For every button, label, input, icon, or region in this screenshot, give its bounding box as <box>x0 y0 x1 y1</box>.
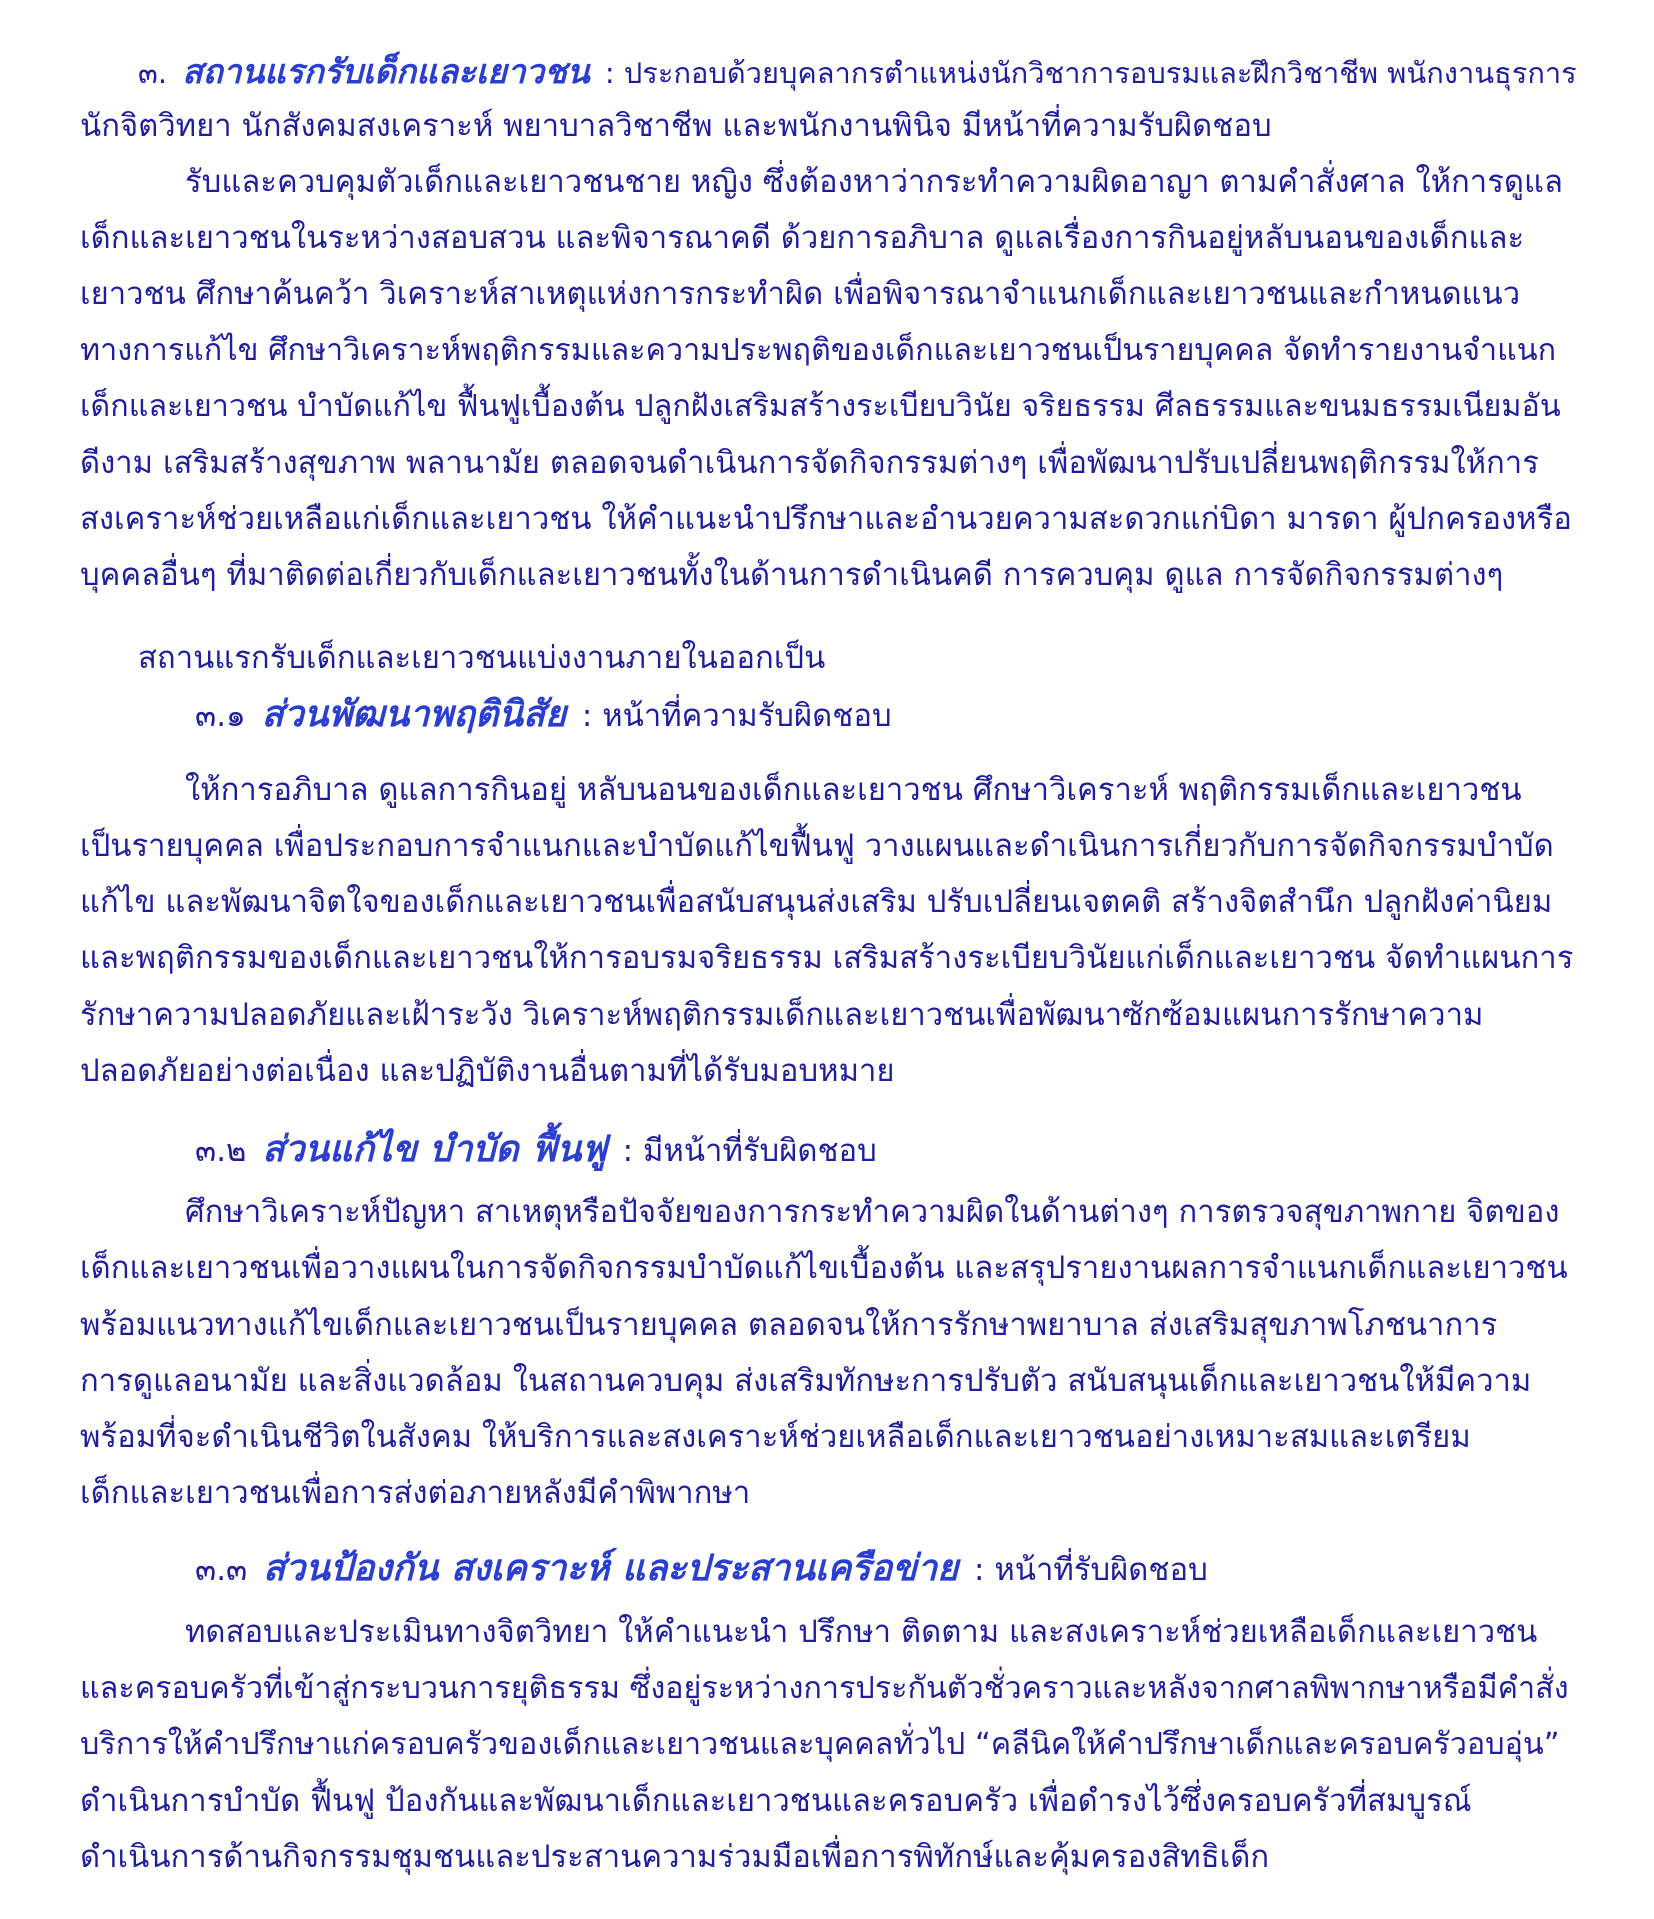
paragraph-line: แก้ไข และพัฒนาจิตใจของเด็กและเยาวชนเพื่อสนับสนุนส่งเสริม ปรับเปลี่ยนเจตคติ สร้างจิตสำนึก ปลูกฝังค่านิยม <box>80 884 1553 920</box>
paragraph-line: เด็กและเยาวชนเพื่อวางแผนในการจัดกิจกรรมบำบัดแก้ไขเบื้องต้น และสรุปรายงานผลการจำแนกเด็กและเยาวชน <box>80 1250 1568 1286</box>
division-intro: สถานแรกรับเด็กและเยาวชนแบ่งงานภายในออกเป็น <box>138 640 826 676</box>
subsection-title: ส่วนแก้ไข บำบัด ฟื้นฟู <box>262 1128 607 1170</box>
subsection-3-1-heading <box>195 692 892 738</box>
paragraph-line: เด็กและเยาวชนในระหว่างสอบสวน และพิจารณาคดี ด้วยการอภิบาล ดูแลเรื่องการกินอยู่หลับนอนของเด็กและ <box>80 220 1525 256</box>
subsection-title: ส่วนพัฒนาพฤตินิสัย <box>261 693 567 735</box>
paragraph-line: ดำเนินการบำบัด ฟื้นฟู ป้องกันและพัฒนาเด็กและเยาวชนและครอบครัว เพื่อดำรงไว้ซึ่งครอบครัวที่สมบูรณ์ <box>80 1783 1472 1819</box>
paragraph-line: เป็นรายบุคคล เพื่อประกอบการจำแนกและบำบัดแก้ไขฟื้นฟู วางแผนและดำเนินการเกี่ยวกับการจัดกิจกรรมบำบัด <box>80 828 1554 864</box>
subsection-3-2-heading <box>195 1127 877 1173</box>
subsection-duty-label: : มีหน้าที่รับผิดชอบ <box>622 1133 877 1169</box>
paragraph-line: ดำเนินการด้านกิจกรรมชุมชนและประสานความร่วมมือเพื่อการพิทักษ์และคุ้มครองสิทธิเด็ก <box>80 1839 1270 1875</box>
paragraph-line: เด็กและเยาวชน บำบัดแก้ไข ฟื้นฟูเบื้องต้น ปลูกฝังเสริมสร้างระเบียบวินัย จริยธรรม ศีลธรรมและขนมธรรมเนียมอัน <box>80 389 1561 424</box>
subsection-number: ๓.๒ <box>195 1133 247 1169</box>
paragraph-line: เด็กและเยาวชนเพื่อการส่งต่อภายหลังมีคำพิพากษา <box>80 1475 751 1511</box>
section-3-heading <box>138 50 1577 95</box>
paragraph-line: บริการให้คำปรึกษาแก่ครอบครัวของเด็กและเยาวชนและบุคคลทั่วไป “คลีนิคให้คำปรึกษาเด็กและครอบครัวอบอุ่น” <box>80 1727 1560 1762</box>
paragraph-line: พร้อมที่จะดำเนินชีวิตในสังคม ให้บริการและสงเคราะห์ช่วยเหลือเด็กและเยาวชนอย่างเหมาะสมและเตรียม <box>80 1419 1471 1455</box>
subsection-3-3-heading <box>195 1546 1208 1592</box>
paragraph-line: ศึกษาวิเคราะห์ปัญหา สาเหตุหรือปัจจัยของการกระทำความผิดในด้านต่างๆ การตรวจสุขภาพกาย จิตของ <box>185 1194 1560 1230</box>
paragraph-line: ทางการแก้ไข ศึกษาวิเคราะห์พฤติกรรมและความประพฤติของเด็กและเยาวชนเป็นรายบุคคล จัดทำรายงานจำแนก <box>80 333 1557 368</box>
subsection-number: ๓.๓ <box>195 1552 248 1588</box>
paragraph-line: ปลอดภัยอย่างต่อเนื่อง และปฏิบัติงานอื่นตามที่ได้รับมอบหมาย <box>80 1053 895 1089</box>
paragraph-line: และพฤติกรรมของเด็กและเยาวชนให้การอบรมจริยธรรม เสริมสร้างระเบียบวินัยแก่เด็กและเยาวชน จัดทำแผนการ <box>80 940 1574 976</box>
subsection-number: ๓.๑ <box>195 698 246 734</box>
paragraph-line: ดีงาม เสริมสร้างสุขภาพ พลานามัย ตลอดจนดำเนินการจัดกิจกรรมต่างๆ เพื่อพัฒนาปรับเปลี่ยนพฤติกรรมให้การ <box>80 445 1539 481</box>
paragraph-line: สงเคราะห์ช่วยเหลือแก่เด็กและเยาวชน ให้คำแนะนำปรึกษาและอำนวยความสะดวกแก่บิดา มารดา ผู้ปกครองหรือ <box>80 501 1572 537</box>
section-number: ๓. <box>138 56 168 90</box>
paragraph-line: บุคคลอื่นๆ ที่มาติดต่อเกี่ยวกับเด็กและเยาวชนทั้งในด้านการดำเนินคดี การควบคุม ดูแล การจัดกิจกรรมต่างๆ <box>80 557 1504 593</box>
paragraph-line: ทดสอบและประเมินทางจิตวิทยา ให้คำแนะนำ ปรึกษา ติดตาม และสงเคราะห์ช่วยเหลือเด็กและเยาวชน <box>185 1614 1538 1650</box>
paragraph-line: และครอบครัวที่เข้าสู่กระบวนการยุติธรรม ซึ่งอยู่ระหว่างการประกันตัวชั่วคราวและหลังจากศาลพิพากษาหรือมีคำสั่ง <box>80 1671 1569 1706</box>
paragraph-line: ให้การอภิบาล ดูแลการกินอยู่ หลับนอนของเด็กและเยาวชน ศึกษาวิเคราะห์ พฤติกรรมเด็กและเยาวชน <box>185 772 1522 808</box>
subsection-title: ส่วนป้องกัน สงเคราะห์ และประสานเครือข่าย <box>263 1547 959 1589</box>
section-title: สถานแรกรับเด็กและเยาวชน <box>182 52 590 91</box>
paragraph-line: เยาวชน ศึกษาค้นคว้า วิเคราะห์สาเหตุแห่งการกระทำผิด เพื่อพิจารณาจำแนกเด็กและเยาวชนและกำหนดแนว <box>80 276 1521 312</box>
subsection-duty-label: : หน้าที่ความรับผิดชอบ <box>581 698 892 734</box>
paragraph-line: รับและควบคุมตัวเด็กและเยาวชนชาย หญิง ซึ่งต้องหาว่ากระทำความผิดอาญา ตามคำสั่งศาล ให้การดูแล <box>185 164 1563 200</box>
paragraph-line: การดูแลอนามัย และสิ่งแวดล้อม ในสถานควบคุม ส่งเสริมทักษะการปรับตัว สนับสนุนเด็กและเยาวชนให้มีความ <box>80 1363 1532 1399</box>
section-3-intro-line2: นักจิตวิทยา นักสังคมสงเคราะห์ พยาบาลวิชาชีพ และพนักงานพินิจ มีหน้าที่ความรับผิดชอบ <box>80 108 1272 144</box>
paragraph-line: พร้อมแนวทางแก้ไขเด็กและเยาวชนเป็นรายบุคคล ตลอดจนให้การรักษาพยาบาล ส่งเสริมสุขภาพโภชนาการ <box>80 1307 1498 1343</box>
paragraph-line: รักษาความปลอดภัยและเฝ้าระวัง วิเคราะห์พฤติกรรมเด็กและเยาวชนเพื่อพัฒนาซักซ้อมแผนการรักษาความ <box>80 997 1484 1033</box>
section-intro: : ประกอบด้วยบุคลากรตำแหน่งนักวิชาการอบรมและฝึกวิชาชีพ พนักงานธุรการ <box>604 56 1577 90</box>
subsection-duty-label: : หน้าที่รับผิดชอบ <box>974 1552 1208 1588</box>
